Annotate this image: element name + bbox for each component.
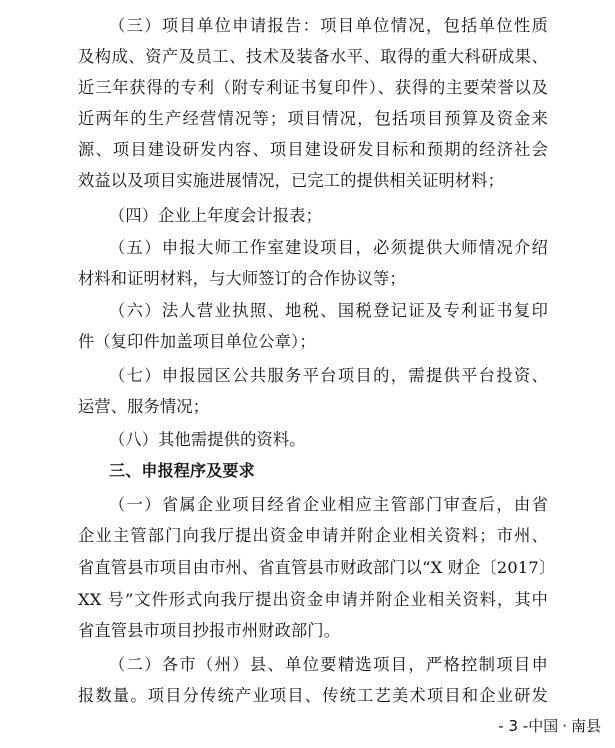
paragraph-line: （三）项目单位申请报告：项目单位情况，包括单位性质 bbox=[109, 16, 548, 35]
paragraph-line: 运营、服务情况； bbox=[78, 397, 210, 416]
paragraph-line: 报数量。项目分传统产业项目、传统工艺美术项目和企业研发 bbox=[78, 686, 548, 705]
paragraph-line: 省直管县市项目由市州、省直管县市财政部门以“X 财企〔2017〕 bbox=[78, 558, 556, 577]
watermark-separator: · bbox=[562, 717, 567, 735]
paragraph-line: 企业主管部门向我厅提出资金申请并附企业相关资料；市州、 bbox=[78, 526, 548, 545]
paragraph-line: 件（复印件加盖项目单位公章）； bbox=[78, 332, 316, 351]
paragraph-line: （四）企业上年度会计报表； bbox=[109, 206, 323, 225]
paragraph-line: 源、项目建设研发内容、项目建设研发目标和预期的经济社会 bbox=[78, 140, 548, 159]
paragraph-line: 近两年的生产经营情况等；项目情况，包括项目预算及资金来 bbox=[78, 109, 548, 128]
paragraph-line: XX 号”文件形式向我厅提出资金申请并附企业相关资料，其中 bbox=[78, 590, 548, 609]
paragraph-line: 效益以及项目实施进展情况，已完工的提供相关证明材料； bbox=[78, 171, 505, 190]
page-number: - 3 - bbox=[498, 717, 529, 735]
watermark-country: 中国 bbox=[528, 717, 559, 735]
paragraph-line: 及构成、资产及员工、技术及装备水平、取得的重大科研成果、 bbox=[78, 47, 548, 66]
paragraph-line: （五）申报大师工作室建设项目，必须提供大师情况介绍 bbox=[109, 238, 548, 257]
paragraph-line: （八）其他需提供的资料。 bbox=[109, 430, 306, 449]
paragraph-line: 材料和证明材料，与大师签订的合作协议等； bbox=[78, 269, 406, 288]
section-heading: 三、申报程序及要求 bbox=[109, 461, 255, 480]
paragraph-line: 近三年获得的专利（附专利证书复印件）、获得的主要荣誉以及 bbox=[78, 78, 548, 97]
paragraph-line: （二）各市（州）县、单位要精选项目，严格控制项目申 bbox=[109, 655, 548, 674]
paragraph-line: （一）省属企业项目经省企业相应主管部门审查后，由省 bbox=[109, 495, 548, 514]
paragraph-line: 省直管县市项目抄报市州财政部门。 bbox=[78, 621, 341, 640]
paragraph-line: （七）申报园区公共服务平台项目的，需提供平台投资、 bbox=[109, 366, 548, 385]
page-footer bbox=[498, 712, 601, 740]
paragraph-line: （六）法人营业执照、地税、国税登记证及专利证书复印 bbox=[109, 301, 548, 320]
watermark-place: 南县 bbox=[570, 717, 601, 735]
